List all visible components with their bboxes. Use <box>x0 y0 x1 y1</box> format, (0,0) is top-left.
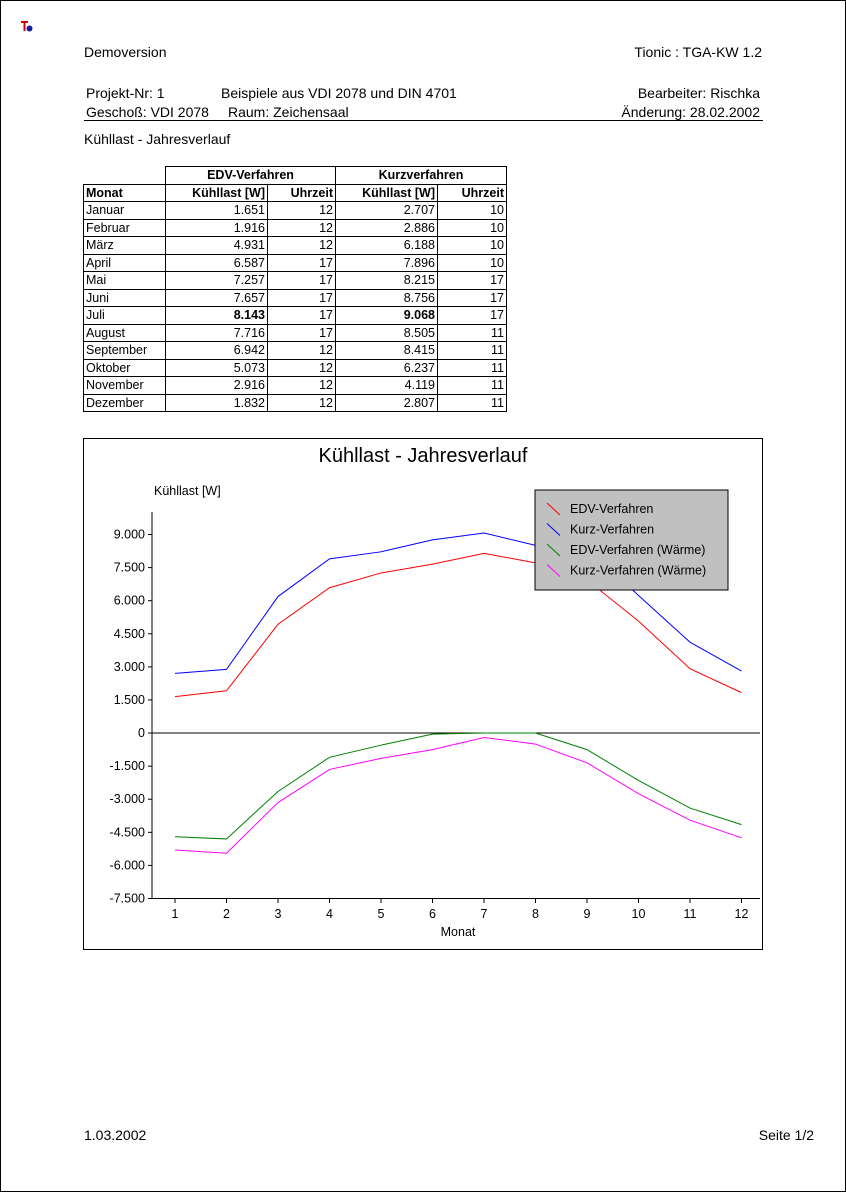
cell-edv-time: 12 <box>268 202 336 220</box>
cell-edv-load: 6.942 <box>166 342 268 360</box>
col-edv-load-header: Kühllast [W] <box>166 184 268 202</box>
chart-x-axis-label: Monat <box>440 925 476 939</box>
changed-date: Änderung: 28.02.2002 <box>621 104 760 120</box>
cell-kurz-load: 8.505 <box>336 324 438 342</box>
cooling-load-chart <box>84 439 762 949</box>
cell-kurz-time: 10 <box>438 202 507 220</box>
cell-edv-load: 1.916 <box>166 219 268 237</box>
table-row <box>84 307 507 325</box>
cell-edv-time: 12 <box>268 394 336 412</box>
group-edv-header: EDV-Verfahren <box>166 167 336 185</box>
cell-edv-load: 7.716 <box>166 324 268 342</box>
cell-edv-time: 12 <box>268 219 336 237</box>
product-label: Tionic : TGA-KW 1.2 <box>634 44 762 60</box>
chart-y-axis-label: Kühllast [W] <box>154 484 221 498</box>
cell-edv-time: 12 <box>268 377 336 395</box>
demo-label: Demoversion <box>84 44 167 60</box>
chart-x-tick-label: 12 <box>734 907 749 921</box>
cell-month: Mai <box>84 272 166 290</box>
table-row <box>84 237 507 255</box>
cell-month: Juni <box>84 289 166 307</box>
chart-y-tick-label: 9.000 <box>113 527 145 542</box>
cell-edv-load: 2.916 <box>166 377 268 395</box>
chart-series-line-3 <box>175 733 742 839</box>
col-month-header: Monat <box>84 184 166 202</box>
chart-y-tick-label: 1.500 <box>113 692 145 707</box>
cell-edv-load: 8.143 <box>166 307 268 325</box>
cell-kurz-load: 8.215 <box>336 272 438 290</box>
col-kurz-load-header: Kühllast [W] <box>336 184 438 202</box>
cell-kurz-load: 6.237 <box>336 359 438 377</box>
cell-month: Dezember <box>84 394 166 412</box>
cell-month: September <box>84 342 166 360</box>
cell-kurz-time: 11 <box>438 359 507 377</box>
cell-kurz-load: 9.068 <box>336 307 438 325</box>
chart-x-tick-label: 6 <box>429 907 436 921</box>
cell-kurz-time: 10 <box>438 219 507 237</box>
cell-kurz-load: 8.756 <box>336 289 438 307</box>
cell-month: Januar <box>84 202 166 220</box>
cell-kurz-time: 17 <box>438 307 507 325</box>
header-divider <box>84 120 763 121</box>
chart-y-tick-label: -3.000 <box>109 792 145 807</box>
cell-month: Oktober <box>84 359 166 377</box>
cell-kurz-load: 2.807 <box>336 394 438 412</box>
chart-title: Kühllast - Jahresverlauf <box>318 445 528 467</box>
cell-edv-load: 1.651 <box>166 202 268 220</box>
chart-legend-label: EDV-Verfahren (Wärme) <box>570 543 706 557</box>
chart-y-tick-label: 6.000 <box>113 593 145 608</box>
editor-label: Bearbeiter: Rischka <box>637 85 760 101</box>
chart-y-tick-label: -4.500 <box>109 825 145 840</box>
col-edv-time-header: Uhrzeit <box>268 184 336 202</box>
table-row <box>84 394 507 412</box>
cell-kurz-load: 7.896 <box>336 254 438 272</box>
cell-edv-time: 17 <box>268 307 336 325</box>
cell-kurz-load: 2.707 <box>336 202 438 220</box>
cooling-load-table <box>83 166 507 412</box>
cell-edv-time: 17 <box>268 324 336 342</box>
cell-kurz-load: 6.188 <box>336 237 438 255</box>
table-column-header <box>84 184 507 202</box>
chart-x-tick-label: 5 <box>377 907 385 921</box>
cell-kurz-time: 10 <box>438 237 507 255</box>
cell-month: August <box>84 324 166 342</box>
cell-month: April <box>84 254 166 272</box>
tionic-logo-icon <box>20 20 34 34</box>
table-row <box>84 202 507 220</box>
chart-x-tick-label: 4 <box>326 907 333 921</box>
table-row <box>84 219 507 237</box>
cell-edv-load: 6.587 <box>166 254 268 272</box>
chart-x-tick-label: 10 <box>631 907 646 921</box>
chart-y-tick-label: 7.500 <box>113 560 145 575</box>
chart-x-tick-label: 8 <box>532 907 539 921</box>
table-corner <box>84 167 166 185</box>
cell-kurz-load: 2.886 <box>336 219 438 237</box>
chart-x-tick-label: 11 <box>683 907 697 921</box>
cell-kurz-time: 17 <box>438 289 507 307</box>
chart-y-tick-label: -7.500 <box>109 891 145 906</box>
chart-x-tick-label: 7 <box>480 907 488 921</box>
group-kurz-header: Kurzverfahren <box>336 167 507 185</box>
chart-y-tick-label: -1.500 <box>109 759 145 774</box>
table-row <box>84 272 507 290</box>
table-row <box>84 359 507 377</box>
chart-y-tick-label: 4.500 <box>113 626 145 641</box>
table-row <box>84 324 507 342</box>
chart-y-tick-label: 3.000 <box>113 659 145 674</box>
chart-legend-label: Kurz-Verfahren (Wärme) <box>570 563 707 578</box>
cell-kurz-time: 10 <box>438 254 507 272</box>
chart-legend-label: Kurz-Verfahren <box>570 522 655 537</box>
table-row <box>84 342 507 360</box>
cell-edv-load: 7.257 <box>166 272 268 290</box>
floor-label: Geschoß: VDI 2078 <box>86 104 209 120</box>
cell-kurz-time: 17 <box>438 272 507 290</box>
chart-y-tick-label: -6.000 <box>109 858 145 873</box>
cell-month: Februar <box>84 219 166 237</box>
col-kurz-time-header: Uhrzeit <box>438 184 507 202</box>
cell-kurz-load: 4.119 <box>336 377 438 395</box>
section-title: Kühllast - Jahresverlauf <box>84 131 231 147</box>
chart-panel <box>83 438 763 950</box>
cell-kurz-time: 11 <box>438 324 507 342</box>
cell-kurz-time: 11 <box>438 377 507 395</box>
project-description: Beispiele aus VDI 2078 und DIN 4701 <box>221 85 457 101</box>
footer-page: Seite 1/2 <box>758 1127 814 1143</box>
cell-kurz-time: 11 <box>438 342 507 360</box>
cell-edv-load: 4.931 <box>166 237 268 255</box>
cell-month: März <box>84 237 166 255</box>
cell-edv-load: 5.073 <box>166 359 268 377</box>
cell-edv-time: 12 <box>268 342 336 360</box>
chart-x-tick-label: 2 <box>223 907 230 921</box>
chart-x-tick-label: 9 <box>583 907 591 921</box>
cell-edv-load: 1.832 <box>166 394 268 412</box>
cell-month: Juli <box>84 307 166 325</box>
chart-y-tick-label: 0 <box>138 726 145 741</box>
table-row <box>84 254 507 272</box>
cell-month: November <box>84 377 166 395</box>
cell-edv-time: 17 <box>268 272 336 290</box>
cell-kurz-load: 8.415 <box>336 342 438 360</box>
chart-x-tick-label: 3 <box>274 907 282 921</box>
table-group-header <box>84 167 507 185</box>
cell-edv-time: 12 <box>268 237 336 255</box>
table-row <box>84 289 507 307</box>
cell-edv-load: 7.657 <box>166 289 268 307</box>
cell-kurz-time: 11 <box>438 394 507 412</box>
chart-series-line-4 <box>175 737 742 853</box>
chart-legend-label: EDV-Verfahren <box>570 502 654 516</box>
chart-x-tick-label: 1 <box>171 907 179 921</box>
cell-edv-time: 17 <box>268 289 336 307</box>
cell-edv-time: 12 <box>268 359 336 377</box>
footer-date: 1.03.2002 <box>84 1127 147 1143</box>
project-number: Projekt-Nr: 1 <box>86 85 165 101</box>
cell-edv-time: 17 <box>268 254 336 272</box>
table-row <box>84 377 507 395</box>
room-label: Raum: Zeichensaal <box>228 104 349 120</box>
